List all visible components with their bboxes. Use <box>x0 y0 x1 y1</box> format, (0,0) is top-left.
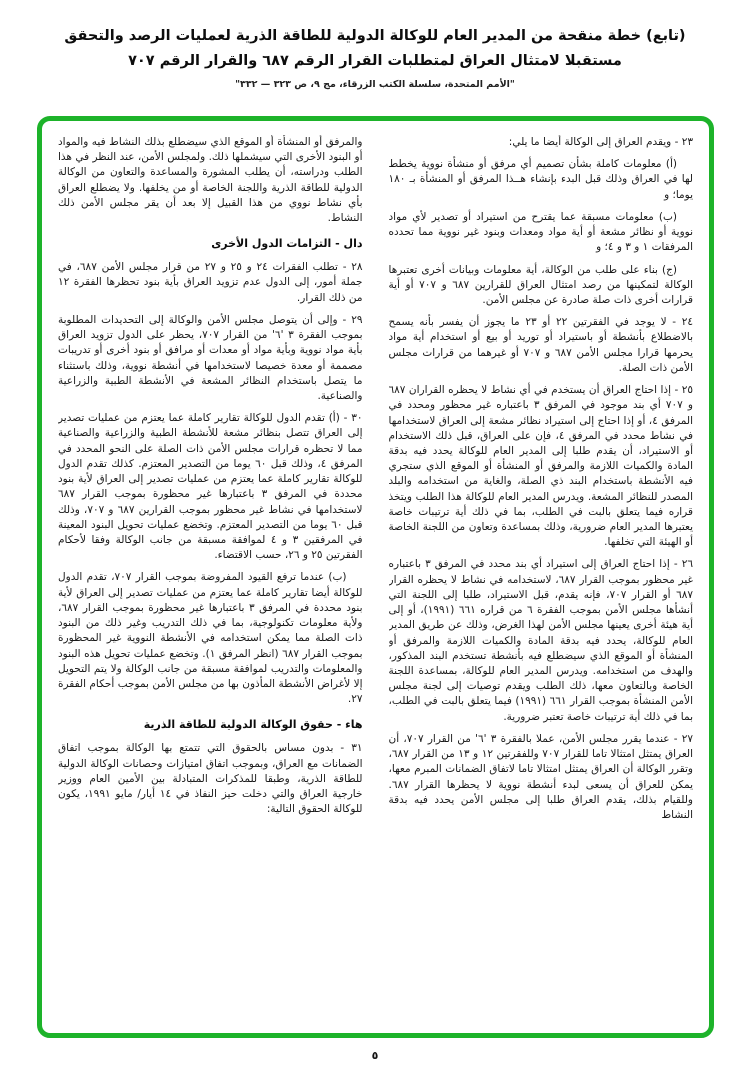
content-frame <box>37 116 714 1038</box>
paragraph-30-b: (ب) عندما ترفع القيود المفروضة بموجب القرار ٧٠٧، تقدم الدول للوكالة أيضا تقارير كاملة عما يعتزم من عمليات تصدير إلى العراق لأية بنود محددة في المرفق ٣ باعتبارها غير محظورة بموجب القرار ٦٨٧، ولأية معلومات تكنولوجية، بما في ذلك التدريب وغير ذلك من البنود ذات الصلة مما يمكن استخدامه في الأنشطة النووية غير المحظورة بموجب القرار ٦٨٧ (انظر المرفق ١). وتخضع عمليات تحويل هذه البنود والمعلومات والتدريب لموافقة مسبقة من جانب الوكالة ولا يتم التحويل إلا لأغراض الأنشطة المأذون بها من مجلس الأمن بموجب أحكام الفقرة ٢٧. <box>58 571 363 706</box>
document-source-note: "الأمم المتحدة، سلسلة الكتب الزرقاء، مج ٩، ص ٣٢٣ — ٣٣٢" <box>235 78 515 90</box>
paragraph-27-continued: والمرفق أو المنشأة أو الموقع الذي سيضطلع بذلك النشاط فيه والمواد أو البنود الأخرى التي سيشملها ذلك. ولمجلس الأمن، عند النظر في هذا الطلب ودراسته، أن يطلب المشورة والمساعدة والتعاون من الوكالة الدولية للطاقة الذرية واللجنة الخاصة أو من يخلفها. ولا يضطلع العراق بأي نشاط نووي من هذا القبيل إلا بعد أن يقر مجلس الأمن ذلك النشاط. <box>58 136 363 225</box>
two-column-layout <box>58 135 693 1019</box>
paragraph-23-intro: ٢٣ - ويقدم العراق إلى الوكالة أيضا ما يلي: <box>508 136 693 148</box>
paragraph-24: ٢٤ - لا يوجد في الفقرتين ٢٢ أو ٢٣ ما يجوز أن يفسر بأنه يسمح بالاضطلاع بأنشطة أو باستيراد أو توريد أو بيع أو استخدام أية مواد يحرمها قرارا مجلس الأمن ٦٨٧ و ٧٠٧ أو غيرهما من قرارات مجلس الأمن ذات الصلة. <box>388 316 693 374</box>
document-title-line-1: (تابع) خطة منقحة من المدير العام للوكالة الدولية للطاقة الذرية لعمليات الرصد والتحقق <box>64 28 686 44</box>
column-left <box>58 135 363 1019</box>
paragraph-31: ٣١ - بدون مساس بالحقوق التي تتمتع بها الوكالة بموجب اتفاق الضمانات مع العراق، وبموجب اتفاق امتيازات وحصانات الوكالة الدولية للطاقة الذرية، وطبقا للمذكرات المتبادلة بين الأمين العام ووزير خارجية العراق والتي دخلت حيز النفاذ في ١٤ أيار/ مايو ١٩٩١، يكون للوكالة الحقوق التالية: <box>58 742 363 816</box>
paragraph-28: ٢٨ - تطلب الفقرات ٢٤ و ٢٥ و ٢٧ من قرار مجلس الأمن ٦٨٧، في جملة أمور، إلى الدول عدم تزويد العراق بأية بنود تحظرها الفقرة ١٢ من ذلك القرار. <box>58 261 363 304</box>
paragraph-23-c: (ج) بناء على طلب من الوكالة، أية معلومات وبيانات أخرى تعتبرها الوكالة لتمكينها من رصد امتثال العراق للقرارين ٦٨٧ و ٧٠٧ أو أية قرارات أخرى ذات صلة صادرة عن مجلس الأمن. <box>388 263 693 306</box>
paragraph-29: ٢٩ - وإلى أن يتوصل مجلس الأمن والوكالة إلى التحديدات المطلوبة بموجب الفقرة ٣ '٦' من القرار ٧٠٧، يحظر على الدول تزويد العراق بأية مواد نووية وبأية مواد أو معدات أو مرافق أو بنود أخرى أو تدريبات مصممة أو معدة خصيصا لاستخدامها في أنشطة نووية، وذلك باستثناء ما يتصل باستخدام النظائر المشعة في الأنشطة الطبية والزراعية والصناعية. <box>58 313 363 402</box>
page-number: ٥ <box>371 1049 379 1062</box>
document-title-line-2: مستقبلا لامتثال العراق لمتطلبات القرار الرقم ٦٨٧ والقرار الرقم ٧٠٧ <box>128 53 622 70</box>
paragraph-25: ٢٥ - إذا احتاج العراق أن يستخدم في أي نشاط لا يحظره القراران ٦٨٧ و ٧٠٧ أي بند موجود في المرفق ٣ باعتباره غير محظور ومحدد في المرفق ٤، أو إذا احتاج إلى استيراد نظائر مشعة إلى العراق لاستخدامها في نشاط محدد في المرفق ٤، فإن على العراق، قبل ذلك الاستخدام أو الاستيراد، أن يقدم طلبا إلى المدير العام للوكالة يحدد فيه بدقة المادة والكميات اللازمة والمرفق أو المنشأة أو الموقع الذي ستجري فيه الأنشطة باستخدام البند ذي الصلة، والغاية من استخدامه والبلد المصدر للنظائر المشعة. ويدرس المدير العام للوكالة هذا الطلب ويتخذ قراره فيما يتعلق بالبت في الطلب، بما في ذلك أية ترتيبات خاصة يعتبرها المدير العام ضرورية، وذلك بمساعدة وتعاون من اللجنة الخاصة أو الهيئة التي تخلفها. <box>388 384 693 549</box>
document-header <box>0 0 750 90</box>
section-heading-haa: هاء - حقوق الوكالة الدولية للطاقة الذرية <box>143 718 363 732</box>
paragraph-27: ٢٧ - عندما يقرر مجلس الأمن، عملا بالفقرة ٣ '٦' من القرار ٧٠٧، أن العراق يمتثل امتثالا تاما للقرار ٧٠٧ وللفقرتين ١٢ و ١٣ من القرار ٦٨٧، وتقرر الوكالة أن العراق يمتثل امتثالا تاما لاتفاق الضمانات المبرم معها، يمكن للعراق أن يسعى لبدء أنشطة نووية لا يحظرها القرار ٦٨٧. وللقيام بذلك، يقدم العراق طلبا إلى مجلس الأمن يحدد فيه بدقة النشاط <box>388 732 693 821</box>
paragraph-26: ٢٦ - إذا احتاج العراق إلى استيراد أي بند محدد في المرفق ٣ باعتباره غير محظور بموجب القرار ٦٨٧، لاستخدامه في نشاط لا يحظره القرار ٦٨٧ أو القرار ٧٠٧، فإنه يقدم، قبل الاستيراد، طلبا إلى اللجنة التي أنشأها مجلس الأمن بموجب الفقرة ٦ من قراره ٦٦١ (١٩٩١)، أو إلى أية هيئة أخرى يعينها مجلس الأمن لهذا الغرض، وذلك عن طريق المدير العام للوكالة، يحدد فيه بدقة المادة والكميات اللازمة والمرفق أو المنشأة أو الموقع الذي سيضطلع فيه بأنشطة تستخدم البند المذكور، والهدف من استخدامه. ويدرس المدير العام للوكالة، بمساعدة اللجنة الخاصة وبالتعاون معها، ذلك الطلب ويقدم توصيات إلى لجنة مجلس الأمن المنشأة بموجب القرار ٦٦١ (١٩٩١) فيما يتعلق بالبت في الطلب، بما في ذلك أية ترتيبات خاصة تعتبر ضرورية. <box>388 558 693 723</box>
paragraph-30-a: ٣٠ - (أ) تقدم الدول للوكالة تقارير كاملة عما يعتزم من عمليات تصدير إلى العراق تتصل بنظائر مشعة للأنشطة الطبية والزراعية والصناعية مما لا تحظره قرارات مجلس الأمن ذات الصلة على النحو المحدد في المرفق ٤، وذلك قبل ٦٠ يوما من التصدير المعتزم. كذلك تقدم الدول للوكالة تقارير كاملة عما يعتزم من عمليات تصدير إلى العراق لأية بنود محددة في المرفق ٣ باعتبارها غير محظورة بموجب القرار ٦٨٧ لاستخدامها في نشاط غير محظور بموجب القرارين ٦٨٧ و ٧٠٧، وذلك قبل ٦٠ يوما من التصدير المعتزم. وتخضع عمليات تحويل البنود المعينة في المرفقين ٣ و ٤ لموافقة مسبقة من جانب الوكالة وفقا لأحكام الفقرتين ٢٥ و ٢٦، حسب الاقتضاء. <box>58 412 363 562</box>
paragraph-23-b: (ب) معلومات مسبقة عما يقترح من استيراد أو تصدير لأي مواد نووية أو نظائر مشعة أو أية مواد ومعدات وبنود غير نووية مما تحدده المرفقات ١ و ٣ و ٤؛ و <box>388 210 693 254</box>
column-right <box>389 135 694 1019</box>
section-heading-dal: دال - التزامات الدول الأخرى <box>211 237 363 251</box>
paragraph-23-a: (أ) معلومات كاملة بشأن تصميم أي مرفق أو منشأة نووية يخطط لها في العراق وذلك قبل البدء بإنشاء هــذا المرفق أو المنشأة بـ ١٨٠ يوما؛ و <box>388 158 693 201</box>
